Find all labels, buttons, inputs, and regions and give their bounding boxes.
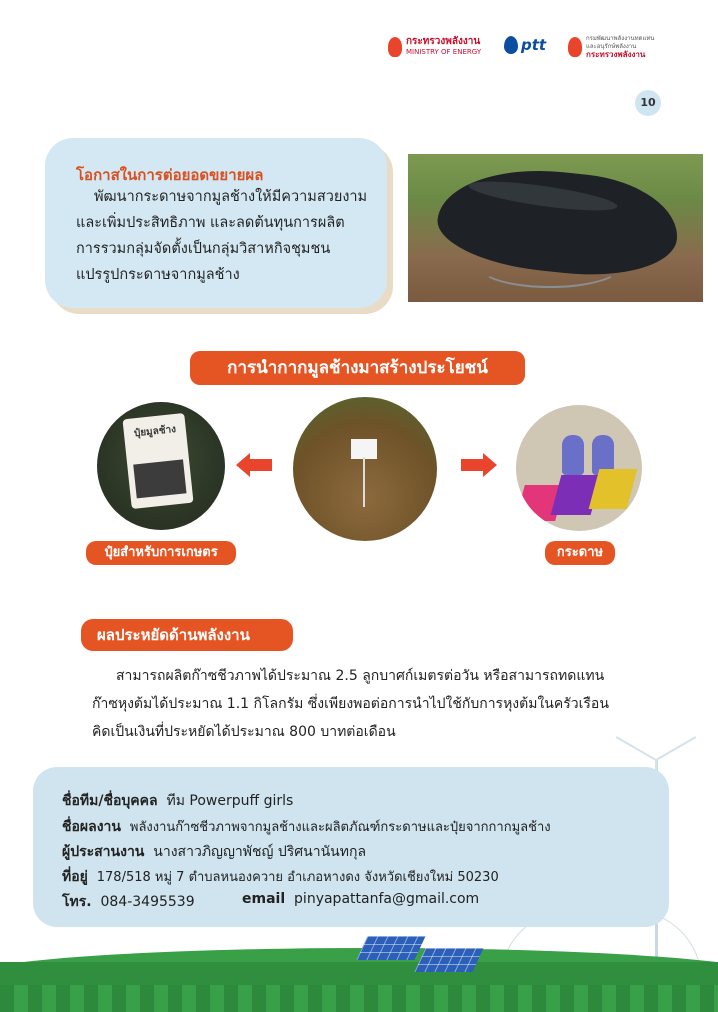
opportunity-title: โอกาสในการต่อยอดขยายผล <box>76 166 264 184</box>
solar-panel-icon <box>414 948 483 972</box>
usage-banner: การนำกากมูลช้างมาสร้างประโยชน์ <box>190 351 525 385</box>
ptt-drop-icon <box>504 36 518 54</box>
arrow-left-icon <box>250 459 272 471</box>
savings-line: คิดเป็นเงินที่ประหยัดได้ประมาณ 800 บาทต่อเดือน <box>92 724 396 740</box>
coordinator-label: ผู้ประสานงาน <box>62 844 145 860</box>
team-value: ทีม Powerpuff girls <box>166 793 294 809</box>
dede-logo <box>568 34 654 60</box>
logo-ministry-thai: กระทรวงพลังงาน <box>406 36 481 47</box>
fertilizer-photo <box>97 402 225 530</box>
work-label: ชื่อผลงาน <box>62 819 121 835</box>
team-row <box>62 790 293 812</box>
solar-panel-icon <box>356 936 425 960</box>
logo-dept-line2: และอนุรักษ์พลังงาน <box>586 43 637 50</box>
phone-label: โทร. <box>62 894 92 910</box>
ptt-wordmark: ptt <box>521 36 547 54</box>
ptt-logo <box>504 36 546 54</box>
address-row <box>62 866 499 888</box>
biogas-bag-photo <box>408 154 703 302</box>
elephant-dung-residue-photo <box>293 397 437 541</box>
email-label: email <box>242 891 286 907</box>
savings-line: สามารถผลิตก๊าซชีวภาพได้ประมาณ 2.5 ลูกบาศก์เมตรต่อวัน หรือสามารถทดแทน <box>116 668 605 684</box>
coordinator-row <box>62 841 366 863</box>
flame-icon <box>568 37 582 57</box>
phone-row <box>62 891 195 913</box>
savings-title: ผลประหยัดด้านพลังงาน <box>81 619 293 651</box>
page-number: 10 <box>635 90 661 116</box>
work-row <box>62 816 551 838</box>
coordinator-value: นางสาวภิญญาพัชญ์ ปริศนานันทกุล <box>153 844 367 860</box>
email-row <box>242 891 479 907</box>
phone-value: 084-3495539 <box>100 894 195 910</box>
opportunity-line: แปรรูปกระดาษจากมูลช้าง <box>76 267 240 283</box>
address-value: 178/518 หมู่ 7 ตำบลหนองควาย อำเภอหางดง จังหวัดเชียงใหม่ 50230 <box>96 870 499 885</box>
field-stripes <box>0 985 718 1012</box>
flame-icon <box>388 37 402 57</box>
logo-dept-line1: กรมพัฒนาพลังงานทดแทน <box>586 35 655 42</box>
arrow-right-head-icon <box>483 453 497 477</box>
email-value[interactable]: pinyapattanfa@gmail.com <box>294 891 480 907</box>
ministry-of-energy-logo <box>388 34 481 60</box>
opportunity-body <box>76 184 376 288</box>
turbine-blade <box>656 736 697 761</box>
address-label: ที่อยู่ <box>62 869 88 885</box>
logo-ministry-english: MINISTRY OF ENERGY <box>406 48 482 56</box>
team-label: ชื่อทีม/ชื่อบุคคล <box>62 793 158 809</box>
work-value: พลังงานก๊าซชีวภาพจากมูลช้างและผลิตภัณฑ์กระดาษและปุ๋ยจากกากมูลช้าง <box>129 820 551 835</box>
arrow-right-icon <box>461 459 483 471</box>
paper-making-photo <box>516 405 642 531</box>
fertilizer-label: ปุ๋ยสำหรับการเกษตร <box>86 541 236 565</box>
fertilizer-pack-label: ปุ๋ยมูลช้าง <box>133 423 177 440</box>
opportunity-line: พัฒนากระดาษจากมูลช้างให้มีความสวยงาม <box>94 189 368 205</box>
savings-body <box>92 662 652 746</box>
paper-label: กระดาษ <box>545 541 615 565</box>
logo-dept-line3: กระทรวงพลังงาน <box>586 50 646 59</box>
savings-line: ก๊าซหุงต้มได้ประมาณ 1.1 กิโลกรัม ซึ่งเพียงพอต่อการนำไปใช้กับการหุงต้มในครัวเรือน <box>92 696 609 712</box>
opportunity-line: และเพิ่มประสิทธิภาพ และลดต้นทุนการผลิต <box>76 215 345 231</box>
arrow-left-head-icon <box>236 453 250 477</box>
opportunity-line: การรวมกลุ่มจัดตั้งเป็นกลุ่มวิสาหกิจชุมชน <box>76 241 331 257</box>
